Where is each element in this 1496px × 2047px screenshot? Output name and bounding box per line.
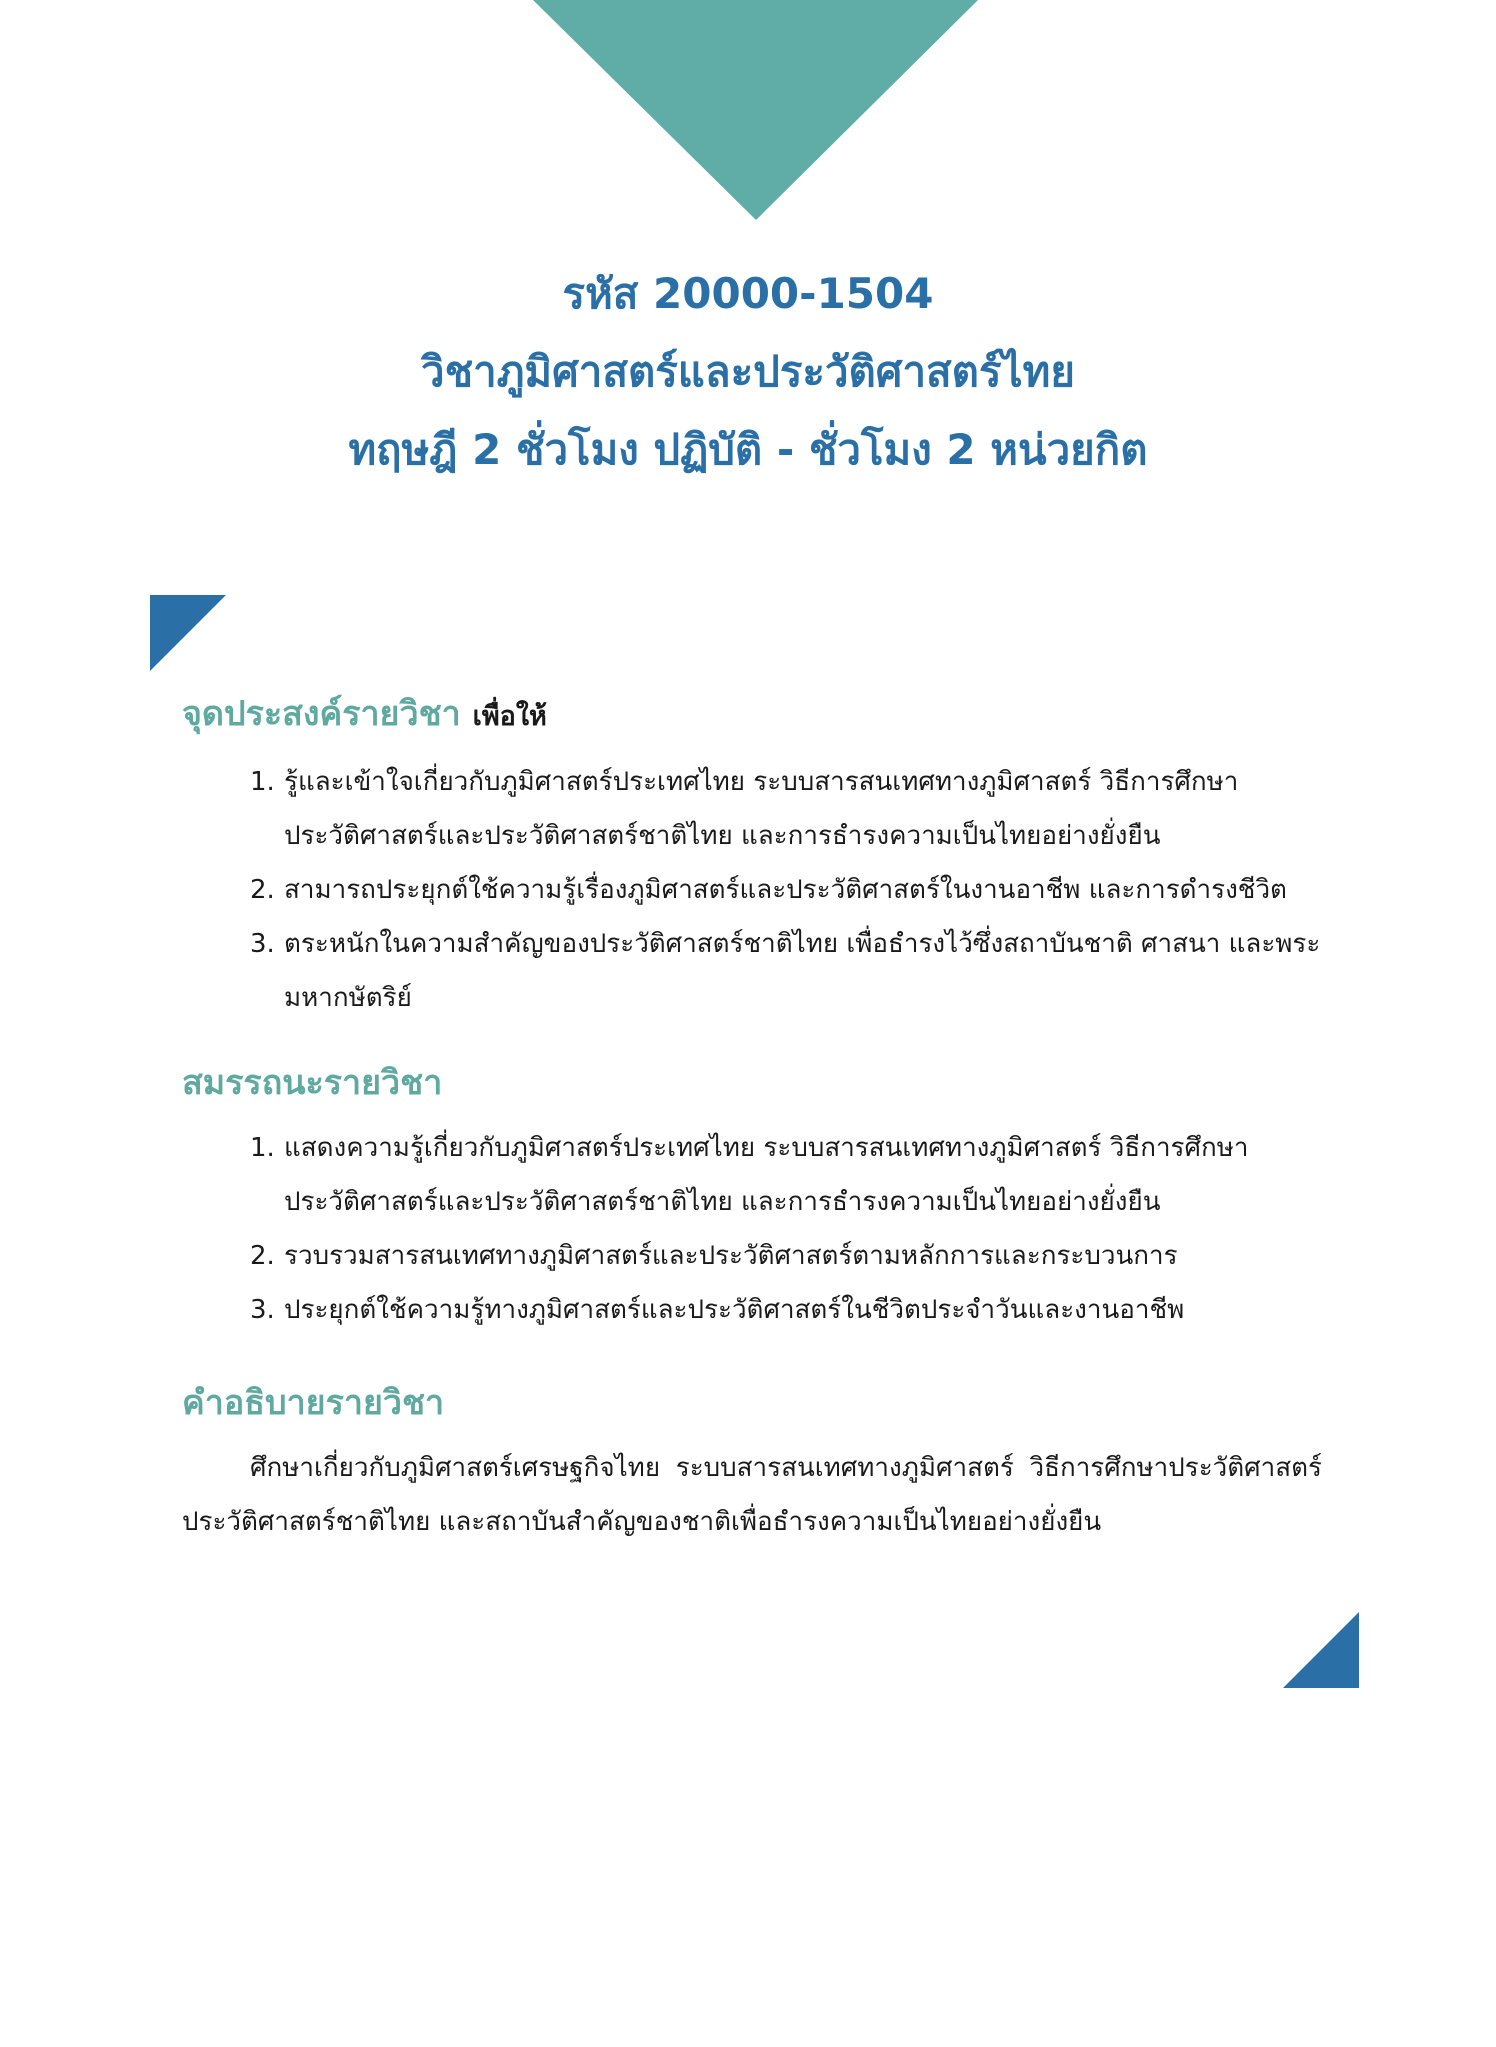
description-title: คำอธิบายรายวิชา bbox=[182, 1383, 445, 1423]
list-item-number: 2. bbox=[250, 875, 275, 905]
competencies-section bbox=[182, 1059, 1322, 1337]
list-item-number: 3. bbox=[250, 1295, 275, 1325]
list-item-text: สามารถประยุกต์ใช้ความรู้เรื่องภูมิศาสตร์และประวัติศาสตร์ในงานอาชีพ และการดำรงชีวิต bbox=[284, 875, 1287, 905]
top-triangle-decoration bbox=[0, 0, 1496, 225]
list-item bbox=[182, 1121, 1322, 1229]
list-item-text: ตระหนักในความสำคัญของประวัติศาสตร์ชาติไทย เพื่อธำรงไว้ซึ่งสถาบันชาติ ศาสนา และพระมหากษัตริย์ bbox=[284, 929, 1321, 1013]
course-name: วิชาภูมิศาสตร์และประวัติศาสตร์ไทย bbox=[421, 347, 1075, 396]
description-text: ศึกษาเกี่ยวกับภูมิศาสตร์เศรษฐกิจไทย ระบบสารสนเทศทางภูมิศาสตร์ วิธีการศึกษาประวัติศาสตร์ ประวัติศาสตร์ชาติไทย และสถาบันสำคัญของชาติเพื่อธำรงความเป็นไทยอย่างยั่งยืน bbox=[182, 1453, 1322, 1537]
list-item bbox=[182, 863, 1322, 917]
list-item bbox=[182, 917, 1322, 1025]
list-item-text: แสดงความรู้เกี่ยวกับภูมิศาสตร์ประเทศไทย ระบบสารสนเทศทางภูมิศาสตร์ วิธีการศึกษาประวัติศาสตร์และประวัติศาสตร์ชาติไทย และการธำรงความเป็นไทยอย่างยั่งยืน bbox=[284, 1133, 1249, 1217]
right-corner-triangle-decoration bbox=[1283, 1612, 1359, 1688]
list-item-number: 1. bbox=[250, 767, 275, 797]
list-item-number: 2. bbox=[250, 1241, 275, 1271]
list-item bbox=[182, 1229, 1322, 1283]
course-hours: ทฤษฎี 2 ชั่วโมง ปฏิบัติ - ชั่วโมง 2 หน่วยกิต bbox=[348, 425, 1148, 474]
list-item-text: ประยุกต์ใช้ความรู้ทางภูมิศาสตร์และประวัติศาสตร์ในชีวิตประจำวันและงานอาชีพ bbox=[284, 1295, 1185, 1325]
list-item bbox=[182, 1283, 1322, 1337]
competencies-list bbox=[182, 1121, 1322, 1337]
list-item-text: รู้และเข้าใจเกี่ยวกับภูมิศาสตร์ประเทศไทย ระบบสารสนเทศทางภูมิศาสตร์ วิธีการศึกษาประวัติศาสตร์และประวัติศาสตร์ชาติไทย และการธำรงความเป็นไทยอย่างยั่งยืน bbox=[284, 767, 1239, 851]
objectives-title bbox=[182, 690, 1322, 741]
course-header bbox=[0, 255, 1496, 489]
objectives-section bbox=[182, 690, 1322, 1025]
list-item-number: 3. bbox=[250, 929, 275, 959]
course-code: รหัส 20000-1504 bbox=[562, 269, 934, 318]
list-item bbox=[182, 755, 1322, 863]
description-section bbox=[182, 1379, 1322, 1549]
objectives-title-text: จุดประสงค์รายวิชา bbox=[182, 694, 461, 734]
course-content bbox=[182, 690, 1322, 1549]
objectives-list bbox=[182, 755, 1322, 1025]
objectives-title-suffix: เพื่อให้ bbox=[472, 701, 547, 732]
competencies-title: สมรรถนะรายวิชา bbox=[182, 1063, 443, 1103]
list-item-text: รวบรวมสารสนเทศทางภูมิศาสตร์และประวัติศาสตร์ตามหลักการและกระบวนการ bbox=[284, 1241, 1178, 1271]
left-corner-triangle-decoration bbox=[150, 595, 226, 671]
list-item-number: 1. bbox=[250, 1133, 275, 1163]
